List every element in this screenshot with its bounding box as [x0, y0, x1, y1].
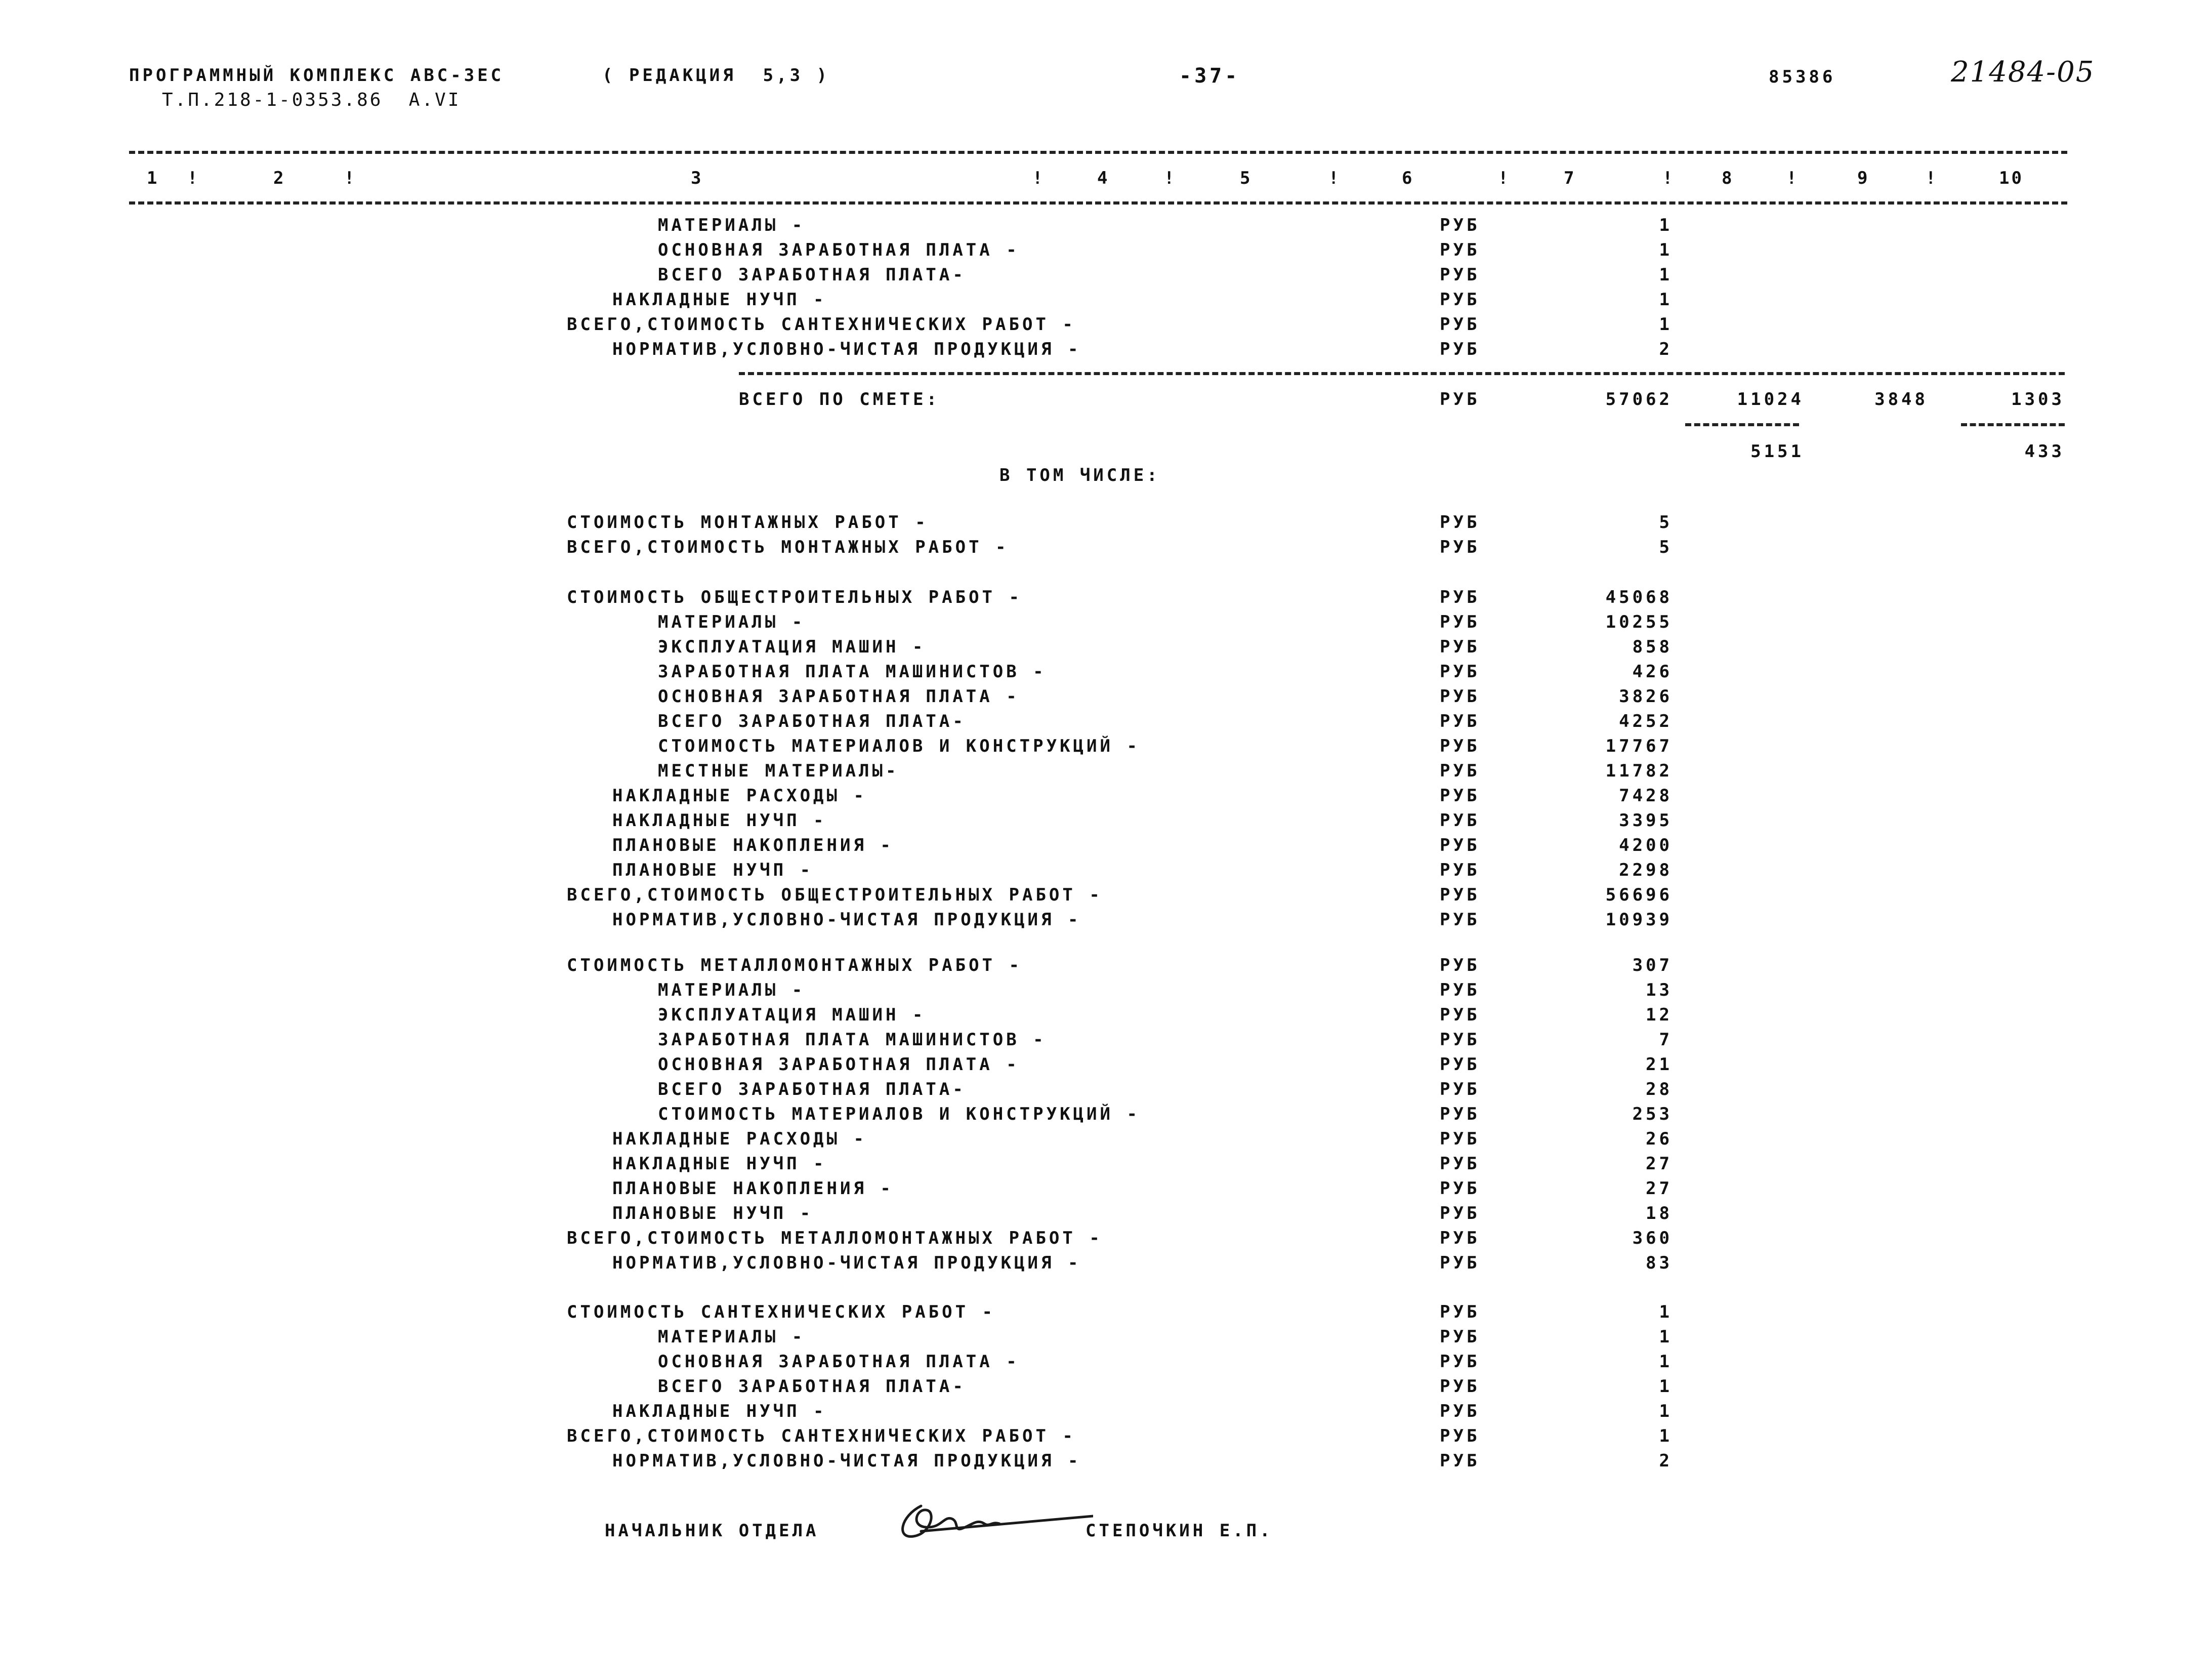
row-value: 1: [1659, 215, 1673, 235]
row-value: 307: [1632, 955, 1673, 975]
row-unit: РУБ: [1440, 1352, 1480, 1372]
row-unit: РУБ: [1440, 1129, 1480, 1149]
row-value: 28: [1646, 1079, 1673, 1099]
total-col10: 1303: [2011, 389, 2065, 410]
row-label: СТОИМОСТЬ ОБЩЕСТРОИТЕЛЬНЫХ РАБОТ -: [567, 587, 1022, 607]
row-value: 1: [1659, 240, 1673, 260]
row-value: 21: [1646, 1054, 1673, 1075]
signature: [891, 1496, 1093, 1551]
row-value: 7428: [1619, 786, 1673, 806]
row-unit: РУБ: [1440, 810, 1480, 831]
row-value: 1: [1659, 314, 1673, 335]
column-separator: !: [1926, 168, 1936, 188]
project-code: Т.П.218-1-0353.86 А.VI: [162, 90, 461, 110]
row-label: ВСЕГО,СТОИМОСТЬ ОБЩЕСТРОИТЕЛЬНЫХ РАБОТ -: [567, 885, 1103, 905]
row-label: ЗАРАБОТНАЯ ПЛАТА МАШИНИСТОВ -: [658, 662, 1047, 682]
row-unit: РУБ: [1440, 711, 1480, 731]
column-separator: !: [187, 168, 198, 188]
row-label: ОСНОВНАЯ ЗАРАБОТНАЯ ПЛАТА -: [658, 240, 1020, 260]
row-label: ПЛАНОВЫЕ НУЧП -: [612, 860, 814, 880]
row-label: ВСЕГО ЗАРАБОТНАЯ ПЛАТА-: [658, 711, 966, 731]
col10-sub-rule: [1961, 423, 2065, 426]
column-separator: !: [1164, 168, 1175, 188]
row-value: 2: [1659, 339, 1673, 359]
column-number-8: 8: [1722, 168, 1734, 188]
row-label: ВСЕГО ЗАРАБОТНАЯ ПЛАТА-: [658, 265, 966, 285]
row-label: ПЛАНОВЫЕ НУЧП -: [612, 1203, 814, 1223]
row-label: ЭКСПЛУАТАЦИЯ МАШИН -: [658, 1005, 926, 1025]
row-value: 45068: [1605, 587, 1673, 607]
row-unit: РУБ: [1440, 314, 1480, 335]
column-separator: !: [1498, 168, 1509, 188]
row-label: ВСЕГО,СТОИМОСТЬ МОНТАЖНЫХ РАБОТ -: [567, 537, 1009, 557]
total-col9: 3848: [1874, 389, 1928, 410]
row-label: ВСЕГО ЗАРАБОТНАЯ ПЛАТА-: [658, 1376, 966, 1397]
row-label: НАКЛАДНЫЕ НУЧП -: [612, 810, 827, 831]
row-unit: РУБ: [1440, 240, 1480, 260]
row-unit: РУБ: [1440, 537, 1480, 557]
column-number-6: 6: [1402, 168, 1414, 188]
row-unit: РУБ: [1440, 885, 1480, 905]
row-label: НАКЛАДНЫЕ НУЧП -: [612, 290, 827, 310]
column-separator: !: [344, 168, 355, 188]
row-unit: РУБ: [1440, 980, 1480, 1000]
column-separator: !: [1662, 168, 1673, 188]
row-unit: РУБ: [1440, 761, 1480, 781]
total-unit: РУБ: [1440, 389, 1480, 410]
row-unit: РУБ: [1440, 1253, 1480, 1273]
row-value: 11782: [1605, 761, 1673, 781]
row-unit: РУБ: [1440, 265, 1480, 285]
row-value: 3395: [1619, 810, 1673, 831]
row-value: 10255: [1605, 612, 1673, 632]
row-value: 1: [1659, 1426, 1673, 1446]
row-label: НАКЛАДНЫЕ РАСХОДЫ -: [612, 786, 867, 806]
row-value: 1: [1659, 265, 1673, 285]
row-value: 4200: [1619, 835, 1673, 855]
row-label: ПЛАНОВЫЕ НАКОПЛЕНИЯ -: [612, 835, 894, 855]
including-label: В ТОМ ЧИСЛЕ:: [999, 465, 1160, 485]
row-label: СТОИМОСТЬ МАТЕРИАЛОВ И КОНСТРУКЦИЙ -: [658, 736, 1140, 756]
row-value: 12: [1646, 1005, 1673, 1025]
row-unit: РУБ: [1440, 1178, 1480, 1199]
row-value: 360: [1632, 1228, 1673, 1248]
row-value: 1: [1659, 290, 1673, 310]
row-label: МАТЕРИАЛЫ -: [658, 980, 806, 1000]
program-name: ПРОГРАММНЫЙ КОМПЛЕКС АВС-3ЕС: [129, 65, 505, 86]
column-number-5: 5: [1240, 168, 1253, 188]
edition: ( РЕДАКЦИЯ 5,3 ): [602, 65, 830, 86]
row-unit: РУБ: [1440, 1426, 1480, 1446]
signer-name: СТЕПОЧКИН Е.П.: [1086, 1521, 1273, 1541]
total-col10-sub: 433: [2024, 441, 2065, 462]
row-value: 5: [1659, 537, 1673, 557]
row-value: 426: [1632, 662, 1673, 682]
row-label: НАКЛАДНЫЕ РАСХОДЫ -: [612, 1129, 867, 1149]
row-unit: РУБ: [1440, 512, 1480, 533]
row-label: СТОИМОСТЬ МАТЕРИАЛОВ И КОНСТРУКЦИЙ -: [658, 1104, 1140, 1124]
row-unit: РУБ: [1440, 290, 1480, 310]
col8-sub-rule: [1685, 423, 1799, 426]
row-value: 18: [1646, 1203, 1673, 1223]
row-value: 17767: [1605, 736, 1673, 756]
row-unit: РУБ: [1440, 1005, 1480, 1025]
column-number-9: 9: [1857, 168, 1870, 188]
row-label: СТОИМОСТЬ САНТЕХНИЧЕСКИХ РАБОТ -: [567, 1302, 996, 1322]
row-value: 4252: [1619, 711, 1673, 731]
row-value: 2: [1659, 1451, 1673, 1471]
total-label: ВСЕГО ПО СМЕТЕ:: [739, 389, 940, 410]
row-label: СТОИМОСТЬ МЕТАЛЛОМОНТАЖНЫХ РАБОТ -: [567, 955, 1022, 975]
row-unit: РУБ: [1440, 1104, 1480, 1124]
row-unit: РУБ: [1440, 1079, 1480, 1099]
signer-position: НАЧАЛЬНИК ОТДЕЛА: [605, 1521, 819, 1541]
row-unit: РУБ: [1440, 1451, 1480, 1471]
row-label: ВСЕГО,СТОИМОСТЬ САНТЕХНИЧЕСКИХ РАБОТ -: [567, 1426, 1076, 1446]
row-unit: РУБ: [1440, 1302, 1480, 1322]
row-unit: РУБ: [1440, 1376, 1480, 1397]
row-unit: РУБ: [1440, 1154, 1480, 1174]
row-value: 253: [1632, 1104, 1673, 1124]
row-value: 1: [1659, 1302, 1673, 1322]
row-unit: РУБ: [1440, 786, 1480, 806]
row-unit: РУБ: [1440, 1203, 1480, 1223]
row-value: 27: [1646, 1154, 1673, 1174]
row-label: НАКЛАДНЫЕ НУЧП -: [612, 1154, 827, 1174]
row-value: 858: [1632, 637, 1673, 657]
row-value: 1: [1659, 1376, 1673, 1397]
table-top-rule: [129, 151, 2067, 154]
row-unit: РУБ: [1440, 587, 1480, 607]
row-value: 7: [1659, 1030, 1673, 1050]
row-value: 27: [1646, 1178, 1673, 1199]
row-label: ЭКСПЛУАТАЦИЯ МАШИН -: [658, 637, 926, 657]
row-value: 5: [1659, 512, 1673, 533]
row-value: 26: [1646, 1129, 1673, 1149]
row-unit: РУБ: [1440, 860, 1480, 880]
row-value: 13: [1646, 980, 1673, 1000]
row-value: 10939: [1605, 910, 1673, 930]
column-separator: !: [1328, 168, 1339, 188]
row-unit: РУБ: [1440, 1401, 1480, 1421]
column-number-4: 4: [1097, 168, 1110, 188]
row-label: МЕСТНЫЕ МАТЕРИАЛЫ-: [658, 761, 899, 781]
row-label: ВСЕГО,СТОИМОСТЬ МЕТАЛЛОМОНТАЖНЫХ РАБОТ -: [567, 1228, 1103, 1248]
row-unit: РУБ: [1440, 1327, 1480, 1347]
row-label: МАТЕРИАЛЫ -: [658, 1327, 806, 1347]
document-code: 85386: [1769, 67, 1836, 87]
row-label: СТОИМОСТЬ МОНТАЖНЫХ РАБОТ -: [567, 512, 929, 533]
row-label: НОРМАТИВ,УСЛОВНО-ЧИСТАЯ ПРОДУКЦИЯ -: [612, 910, 1081, 930]
row-unit: РУБ: [1440, 612, 1480, 632]
row-label: ВСЕГО,СТОИМОСТЬ САНТЕХНИЧЕСКИХ РАБОТ -: [567, 314, 1076, 335]
row-value: 1: [1659, 1352, 1673, 1372]
column-separator: !: [1032, 168, 1043, 188]
row-unit: РУБ: [1440, 910, 1480, 930]
total-col8-sub: 5151: [1750, 441, 1804, 462]
row-value: 3826: [1619, 686, 1673, 707]
row-label: ПЛАНОВЫЕ НАКОПЛЕНИЯ -: [612, 1178, 894, 1199]
column-separator: !: [1786, 168, 1797, 188]
row-unit: РУБ: [1440, 1054, 1480, 1075]
row-value: 1: [1659, 1327, 1673, 1347]
page-number: -37-: [1179, 64, 1240, 88]
row-unit: РУБ: [1440, 1228, 1480, 1248]
row-label: ВСЕГО ЗАРАБОТНАЯ ПЛАТА-: [658, 1079, 966, 1099]
row-label: ОСНОВНАЯ ЗАРАБОТНАЯ ПЛАТА -: [658, 1352, 1020, 1372]
row-unit: РУБ: [1440, 835, 1480, 855]
row-unit: РУБ: [1440, 637, 1480, 657]
row-unit: РУБ: [1440, 339, 1480, 359]
table-header-rule: [129, 201, 2067, 205]
total-rule: [739, 372, 2065, 375]
row-label: НАКЛАДНЫЕ НУЧП -: [612, 1401, 827, 1421]
row-unit: РУБ: [1440, 215, 1480, 235]
row-label: ЗАРАБОТНАЯ ПЛАТА МАШИНИСТОВ -: [658, 1030, 1047, 1050]
row-unit: РУБ: [1440, 1030, 1480, 1050]
column-number-1: 1: [147, 168, 159, 188]
total-col8: 11024: [1737, 389, 1804, 410]
row-unit: РУБ: [1440, 736, 1480, 756]
handwritten-code: 21484-05: [1951, 56, 2095, 89]
row-label: МАТЕРИАЛЫ -: [658, 612, 806, 632]
row-label: МАТЕРИАЛЫ -: [658, 215, 806, 235]
total-col7: 57062: [1605, 389, 1673, 410]
column-number-2: 2: [273, 168, 286, 188]
row-unit: РУБ: [1440, 686, 1480, 707]
row-unit: РУБ: [1440, 662, 1480, 682]
row-value: 2298: [1619, 860, 1673, 880]
row-value: 83: [1646, 1253, 1673, 1273]
row-label: ОСНОВНАЯ ЗАРАБОТНАЯ ПЛАТА -: [658, 686, 1020, 707]
row-label: НОРМАТИВ,УСЛОВНО-ЧИСТАЯ ПРОДУКЦИЯ -: [612, 1253, 1081, 1273]
column-number-3: 3: [691, 168, 703, 188]
row-value: 56696: [1605, 885, 1673, 905]
row-unit: РУБ: [1440, 955, 1480, 975]
row-label: НОРМАТИВ,УСЛОВНО-ЧИСТАЯ ПРОДУКЦИЯ -: [612, 1451, 1081, 1471]
row-label: НОРМАТИВ,УСЛОВНО-ЧИСТАЯ ПРОДУКЦИЯ -: [612, 339, 1081, 359]
row-label: ОСНОВНАЯ ЗАРАБОТНАЯ ПЛАТА -: [658, 1054, 1020, 1075]
column-number-10: 10: [1999, 168, 2024, 188]
column-number-7: 7: [1564, 168, 1576, 188]
row-value: 1: [1659, 1401, 1673, 1421]
